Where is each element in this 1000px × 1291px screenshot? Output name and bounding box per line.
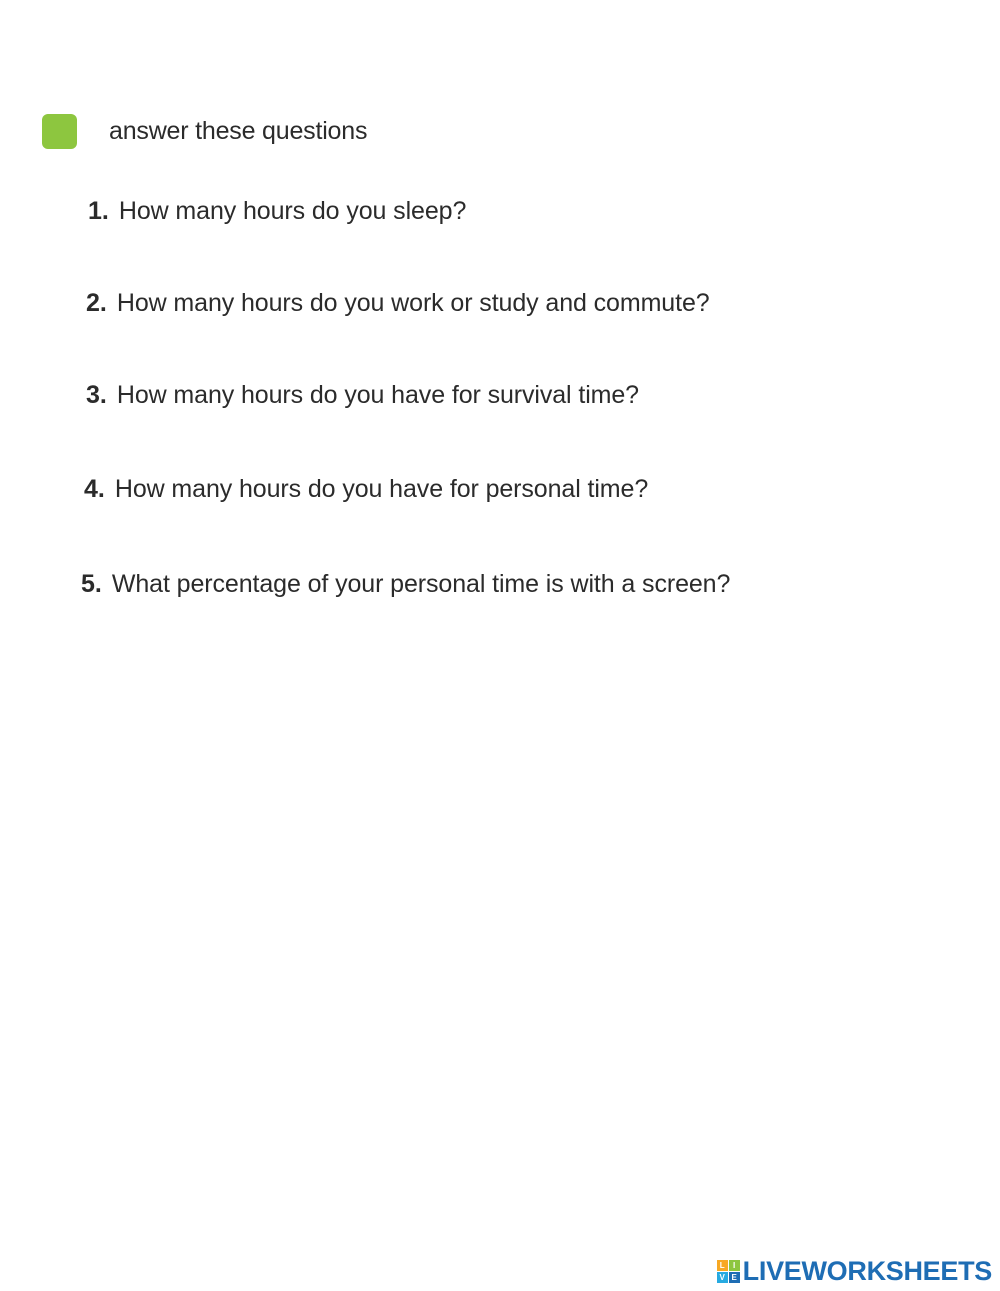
question-number: 4. [84, 475, 105, 503]
question-item [81, 570, 730, 599]
liveworksheets-logo[interactable] [717, 1256, 992, 1287]
logo-letter-l: L [717, 1260, 728, 1271]
instruction-header [42, 112, 367, 150]
liveworksheets-logo-icon [717, 1260, 740, 1283]
question-item [88, 197, 466, 226]
logo-letter-e: E [729, 1272, 740, 1283]
liveworksheets-brand-text: LIVEWORKSHEETS [742, 1256, 992, 1286]
question-text: How many hours do you sleep? [118, 197, 467, 225]
question-text: How many hours do you have for personal time? [114, 475, 649, 503]
logo-letter-v: V [717, 1272, 728, 1283]
question-text: What percentage of your personal time is with a screen? [111, 570, 731, 598]
question-number: 5. [81, 570, 102, 598]
question-text: How many hours do you have for survival time? [116, 381, 639, 409]
question-number: 3. [86, 381, 107, 409]
question-item [84, 475, 648, 504]
question-number: 2. [86, 289, 107, 317]
question-number: 1. [88, 197, 109, 225]
green-square-icon [42, 114, 77, 149]
question-text: How many hours do you work or study and commute? [116, 289, 710, 317]
question-item [86, 381, 639, 410]
instruction-text: answer these questions [109, 116, 368, 145]
question-item [86, 289, 710, 318]
logo-letter-i: I [729, 1260, 740, 1271]
